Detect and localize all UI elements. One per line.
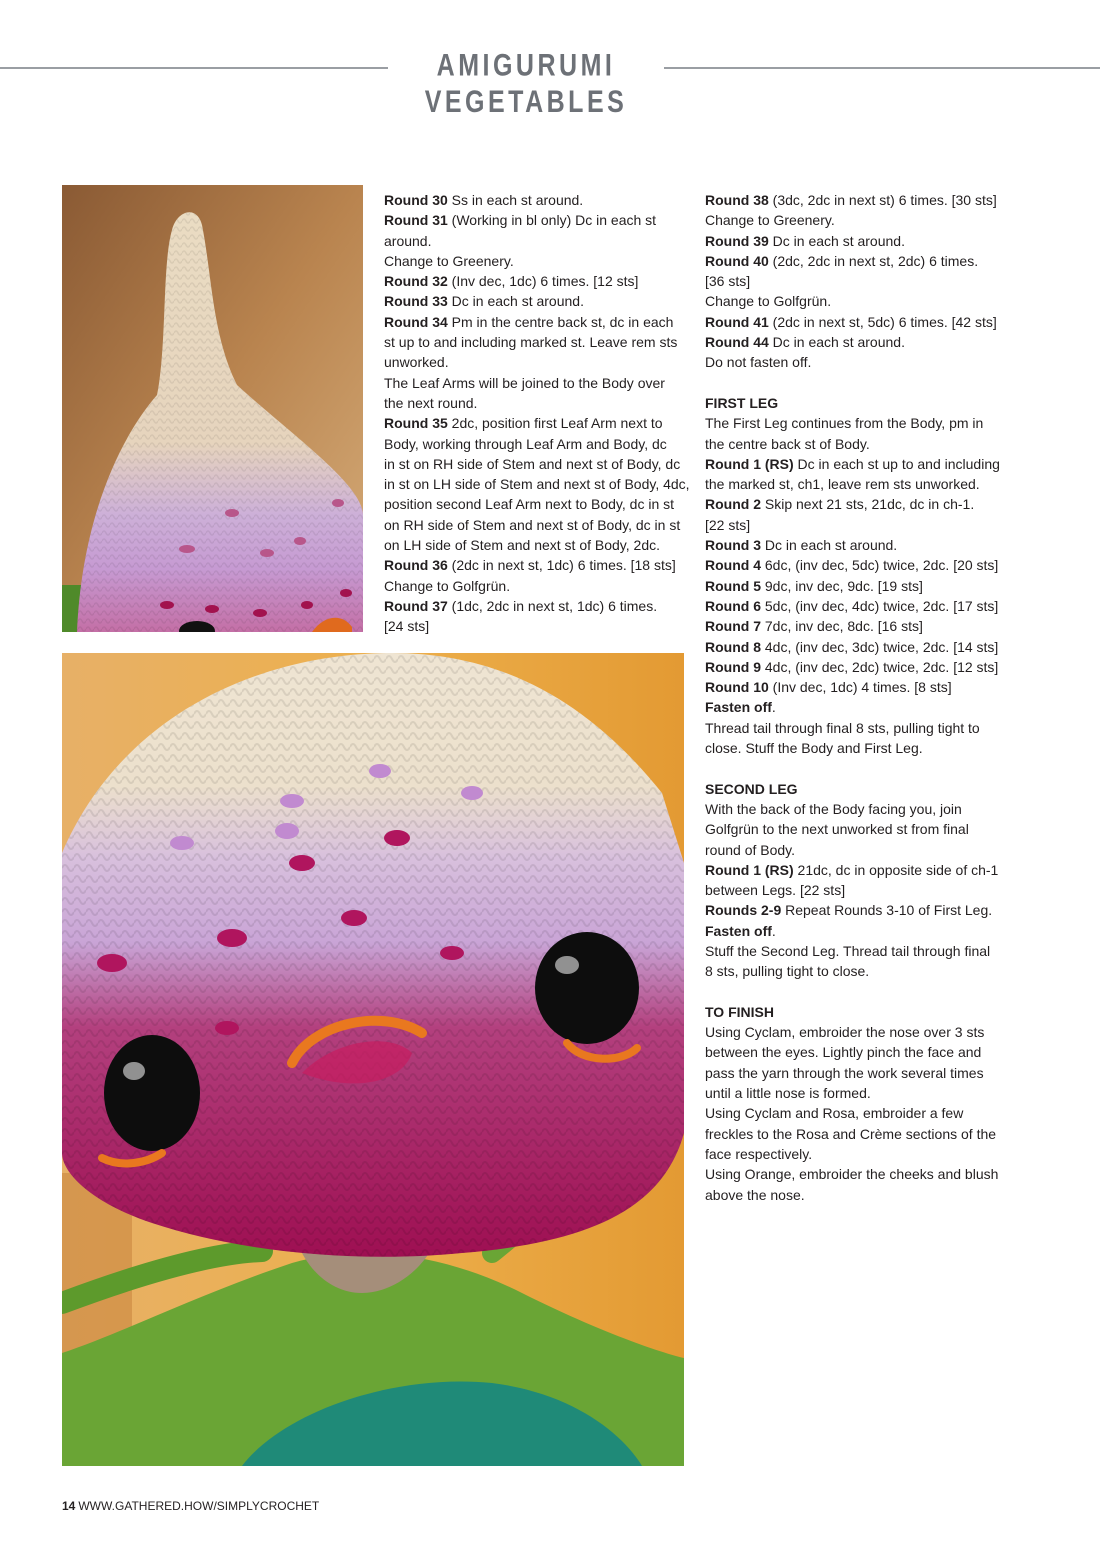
pattern-line: Round 36 (2dc in next st, 1dc) 6 times. [18 sts] [384, 557, 676, 574]
page-number: 14 [62, 1499, 76, 1513]
pattern-column-middle [384, 190, 690, 637]
section-heading-second-leg: SECOND LEG [705, 780, 798, 797]
pattern-line: [36 sts] [705, 273, 751, 290]
pattern-line: Round 4 6dc, (inv dec, 5dc) twice, 2dc. [20 sts] [705, 557, 999, 574]
pattern-line: Round 8 4dc, (inv dec, 3dc) twice, 2dc. [14 sts] [705, 638, 999, 655]
pattern-line: Using Cyclam and Rosa, embroider a few [705, 1105, 964, 1122]
pattern-line: Change to Greenery. [705, 212, 835, 229]
pattern-line: around. [384, 232, 432, 249]
pattern-line: The Leaf Arms will be joined to the Body over [384, 374, 665, 391]
pattern-line: Stuff the Second Leg. Thread tail through final [705, 942, 991, 959]
pattern-line: the next round. [384, 394, 478, 411]
pattern-line: pass the yarn through the work several times [705, 1064, 984, 1081]
pattern-line: in st on LH side of Stem and next st of Body, 4dc, [384, 476, 690, 493]
pattern-line: Round 3 Dc in each st around. [705, 537, 898, 554]
pattern-line: above the nose. [705, 1186, 805, 1203]
pattern-line: Change to Golfgrün. [705, 293, 832, 310]
pattern-line: freckles to the Rosa and Crème sections of the [705, 1125, 997, 1142]
pattern-line: Round 40 (2dc, 2dc in next st, 2dc) 6 times. [705, 252, 979, 269]
pattern-line: Round 1 (RS) 21dc, dc in opposite side of ch-1 [705, 861, 999, 878]
pattern-line: Round 38 (3dc, 2dc in next st) 6 times. [30 sts] [705, 192, 997, 208]
pattern-line: Round 41 (2dc in next st, 5dc) 6 times. [42 sts] [705, 313, 997, 330]
pattern-line: Change to Greenery. [384, 252, 514, 269]
pattern-line: the marked st, ch1, leave rem sts unworked. [705, 476, 980, 493]
pattern-line: Round 33 Dc in each st around. [384, 293, 584, 310]
pattern-line: until a little nose is formed. [705, 1085, 871, 1102]
pattern-line: Thread tail through final 8 sts, pulling tight to [705, 719, 980, 736]
pattern-line: unworked. [384, 354, 449, 371]
pattern-line: between Legs. [22 sts] [705, 882, 846, 899]
pattern-line: Round 32 (Inv dec, 1dc) 6 times. [12 sts] [384, 273, 639, 290]
pattern-line: Fasten off. [705, 699, 776, 716]
pattern-line: Round 34 Pm in the centre back st, dc in each [384, 313, 674, 330]
header-rule-right [664, 67, 1100, 69]
pattern-line: Rounds 2-9 Repeat Rounds 3-10 of First Leg. [705, 902, 993, 919]
pattern-line: Round 2 Skip next 21 sts, 21dc, dc in ch-1. [705, 496, 975, 513]
pattern-line: With the back of the Body facing you, join [705, 800, 962, 817]
pattern-line: Round 44 Dc in each st around. [705, 334, 905, 351]
pattern-line: close. Stuff the Body and First Leg. [705, 740, 923, 757]
page-footer [62, 1499, 319, 1513]
pattern-line: Using Cyclam, embroider the nose over 3 sts [705, 1024, 985, 1041]
crochet-radish-face-photo [62, 653, 684, 1466]
pattern-line: round of Body. [705, 841, 796, 858]
header-rule-left [0, 67, 388, 69]
pattern-line: Round 7 7dc, inv dec, 8dc. [16 sts] [705, 618, 923, 635]
pattern-line: on LH side of Stem and next st of Body, 2dc. [384, 537, 661, 554]
pattern-line: Round 1 (RS) Dc in each st up to and including [705, 455, 1000, 472]
pattern-line: Round 9 4dc, (inv dec, 2dc) twice, 2dc. [12 sts] [705, 658, 999, 675]
pattern-line: Round 5 9dc, inv dec, 9dc. [19 sts] [705, 577, 923, 594]
pattern-line: 8 sts, pulling tight to close. [705, 963, 870, 980]
section-heading-to-finish: TO FINISH [705, 1003, 774, 1020]
pattern-line: [22 sts] [705, 516, 751, 533]
crochet-radish-photo [62, 185, 363, 632]
pattern-line: Round 10 (Inv dec, 1dc) 4 times. [8 sts] [705, 679, 952, 696]
pattern-line: Round 35 2dc, position first Leaf Arm next to [384, 415, 663, 432]
pattern-line: Fasten off. [705, 922, 776, 939]
pattern-line: Do not fasten off. [705, 354, 812, 371]
pattern-line: Round 37 (1dc, 2dc in next st, 1dc) 6 times. [384, 597, 658, 614]
pattern-line: Change to Golfgrün. [384, 577, 511, 594]
pattern-line: Round 31 (Working in bl only) Dc in each st [384, 212, 657, 229]
pattern-line: st up to and including marked st. Leave rem sts [384, 334, 678, 351]
page-header-title: AMIGURUMI VEGETABLES [424, 48, 628, 120]
footer-url[interactable]: WWW.GATHERED.HOW/SIMPLYCROCHET [78, 1499, 320, 1513]
pattern-line: The First Leg continues from the Body, pm in [705, 415, 984, 432]
pattern-line: Body, working through Leaf Arm and Body, dc [384, 435, 667, 452]
pattern-line: position second Leaf Arm next to Body, dc in st [384, 496, 675, 513]
pattern-line: Round 30 Ss in each st around. [384, 192, 584, 208]
pattern-line: Golfgrün to the next unworked st from final [705, 821, 969, 838]
pattern-column-right [705, 190, 1005, 1205]
pattern-line: Round 6 5dc, (inv dec, 4dc) twice, 2dc. [17 sts] [705, 597, 999, 614]
pattern-line: Using Orange, embroider the cheeks and blush [705, 1166, 999, 1183]
pattern-line: face respectively. [705, 1145, 813, 1162]
pattern-line: on RH side of Stem and next st of Body, dc in st [384, 516, 681, 533]
pattern-line: [24 sts] [384, 618, 430, 635]
pattern-line: Round 39 Dc in each st around. [705, 232, 905, 249]
pattern-line: the centre back st of Body. [705, 435, 870, 452]
pattern-line: in st on RH side of Stem and next st of Body, dc [384, 455, 681, 472]
section-heading-first-leg: FIRST LEG [705, 394, 779, 411]
pattern-line: between the eyes. Lightly pinch the face and [705, 1044, 982, 1061]
